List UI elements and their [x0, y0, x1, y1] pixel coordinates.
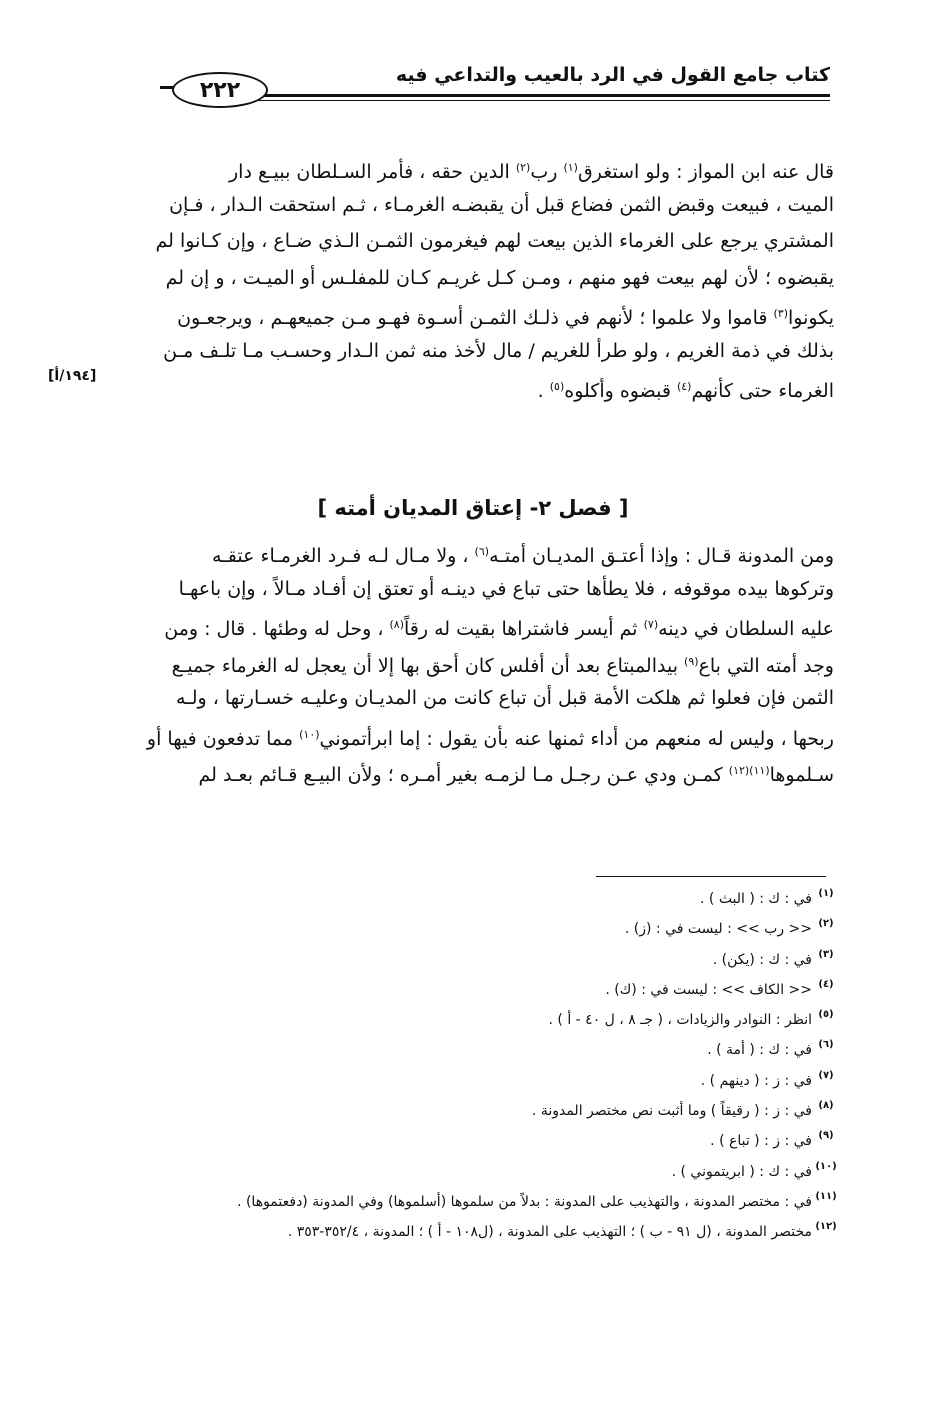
text-run: ، وحل له وطئها . قال : ومن	[164, 618, 390, 640]
footnote-marker: (٦)	[474, 545, 490, 558]
footnote-text: انظر : النوادر والزيادات ، ( جـ ٨ ، ل ٤٠ - أ ) .	[548, 1012, 812, 1029]
text-run: ومن المدونة قـال : وإذا أعتـق المديـان أمتـه	[489, 545, 834, 567]
paragraph-2	[108, 534, 834, 790]
footnote-text: في : مختصر المدونة ، والتهذيب على المدونة : بدلاً من سلموها (أسلموها) وفي المدونة (دفعتموها) .	[237, 1193, 812, 1210]
footnote-number: (٩)	[818, 1130, 834, 1142]
text-run: رب	[530, 161, 564, 183]
text-run: الثمن فإن فعلوا ثم هلكت الأمة قبل أن تباع كانت من المديـان وعليـه خسـارتها ، ولـه	[176, 687, 834, 709]
text-run: الغرماء حتى كأنهم	[691, 380, 834, 402]
text-run: الميت ، فبيعت وقبض الثمن فضاع قبل أن يقبضـه الغرمـاء ، ثـم استحقت الـدار ، فـإن	[169, 193, 834, 216]
footnote-text: في : ك : ( ابريتموني ) .	[671, 1163, 812, 1180]
footnote-number: (٥)	[818, 1009, 834, 1021]
footnote-text: << الكاف >> : ليست في : (ك) .	[605, 981, 812, 998]
text-run: الدين حقه ، فأمر السـلطان ببيـع دار	[229, 161, 516, 183]
footnote	[80, 884, 840, 914]
text-run: يقبضوه ؛ لأن لهم بيعت فهو منهم ، ومـن كـل غريـم كـان للمفلـس أو الميـت ، و إن لم	[165, 266, 834, 289]
text-run: المشتري يرجع على الغرماء الذين بيعت لهم فيغرمون الثمـن الـذي ضـاع ، وإن كـانوا لم	[155, 230, 834, 252]
text-run: قال عنه ابن المواز : ولو استغرق	[577, 161, 834, 183]
footnote	[80, 975, 840, 1005]
text-line	[108, 644, 834, 681]
text-run: ربحها ، وليس له منعهم من أداء ثمنها عنه بأن يقول : إما ابرأتموني	[319, 727, 834, 750]
book-title: كتاب جامع القول في الرد بالعيب والتداعي فيه	[395, 64, 830, 86]
footnote-number: (٤)	[818, 978, 834, 990]
text-run: كمـن ودي عـن رجـل مـا لزمـه بغير أمـره ؛ ولأن البيـع قـائم بعـد لم	[198, 764, 729, 786]
footnote-text: في : ك : ( البث ) .	[700, 891, 812, 907]
text-line	[108, 260, 834, 297]
text-run: بيدالمبتاع بعد أن أفلس كان أحق بها إلا أن يعجل له الغرماء جميـع	[171, 654, 685, 677]
footnote-text: في : ز : ( تباع ) .	[710, 1133, 812, 1150]
footnote-text: في : ز : ( دينهم ) .	[700, 1072, 812, 1089]
footnote	[80, 1126, 840, 1156]
paragraph-1	[108, 150, 834, 406]
footnote-number: (١٢)	[815, 1221, 837, 1233]
footnote-marker: (١)	[563, 161, 578, 174]
text-run: بذلك في ذمة الغريم ، ولو طرأ للغريم / مال لأخذ منه ثمن الـدار وحسـب مـا تلـف مـن	[163, 339, 834, 362]
text-run: ثم أيسر فاشتراها بقيت له رقاً	[404, 618, 644, 640]
footnote-text: في : ز : ( رقيقاً ) وما أثبت نص مختصر المدونة .	[531, 1103, 812, 1120]
footnote-marker: (١٠)	[299, 727, 320, 741]
footnote-marker: (٤)	[676, 380, 692, 393]
text-run: عليه السلطان في دينه	[658, 618, 834, 640]
footnote-number: (٢)	[818, 918, 834, 930]
text-run: قبضوه وأكلوه	[564, 380, 677, 402]
running-header	[160, 62, 830, 108]
footnote	[80, 1217, 840, 1247]
footnote-number: (٨)	[818, 1100, 834, 1112]
text-line	[108, 753, 834, 790]
text-line	[108, 680, 834, 717]
text-line	[108, 187, 834, 224]
text-run: مما تدفعون فيها أو	[146, 727, 300, 750]
footnote-number: (١١)	[815, 1190, 837, 1202]
footnote	[80, 1035, 840, 1065]
text-run: ، ولا مـال لـه فـرد الغرمـاء عتقـه	[212, 545, 475, 567]
text-line	[108, 150, 834, 187]
text-line	[108, 296, 834, 333]
footnote-text: << رب >> : ليست في : (ز) .	[624, 921, 812, 938]
text-run: .	[537, 380, 550, 402]
footnote	[80, 945, 840, 975]
footnote-marker: (٧)	[643, 618, 659, 631]
footnote-number: (٦)	[818, 1039, 834, 1051]
footnote-number: (٣)	[818, 948, 834, 960]
footnote-marker: (٥)	[549, 380, 565, 393]
text-line	[108, 369, 834, 406]
section-heading: [ فصل ٢- إعتاق المديان أمته ]	[317, 496, 629, 520]
footnote	[80, 1005, 840, 1035]
footnote-marker: (٨)	[389, 618, 405, 631]
footnote-text: في : ك : ( أمة ) .	[707, 1042, 812, 1059]
folio-margin-note: [١٩٤/أ]	[48, 368, 97, 384]
text-line	[108, 717, 834, 754]
footnotes	[80, 884, 840, 1248]
text-line	[108, 333, 834, 370]
page-number: ٢٢٢	[172, 72, 268, 108]
footnote-text: في : ك : (يكن) .	[712, 951, 812, 968]
text-run: وتركوها بيده موقوفه ، فلا يطأها حتى تباع في دينـه أو تعتق إن أفـاد مـالاً ، وإن باعهـا	[178, 577, 834, 600]
text-run: سـلموها	[769, 764, 834, 786]
footnote	[80, 1157, 840, 1187]
text-line	[108, 571, 834, 608]
text-line	[108, 607, 834, 644]
footnote	[80, 1096, 840, 1126]
footnote-number: (١)	[818, 888, 834, 899]
header-rule-thin	[255, 100, 830, 101]
footnote-text: مختصر المدونة ، (ل ٩١ - ب ) ؛ التهذيب على المدونة ، (ل١٠٨ - أ ) ؛ المدونة ، ٣٥٢/٤-٣٥٣ .	[287, 1224, 812, 1241]
footnote-marker: (٣)	[773, 307, 789, 320]
text-line	[108, 534, 834, 571]
text-run: يكونوا	[788, 307, 834, 329]
footnote-marker: (١١)(١٢)	[728, 764, 770, 777]
footnote	[80, 1066, 840, 1096]
text-run: قاموا ولا علموا ؛ لأنهم في ذلـك الثمـن أسـوة فهـو مـن جميعهـم ، ويرجعـون	[177, 307, 774, 329]
footnote-separator	[596, 876, 826, 877]
text-line	[108, 223, 834, 260]
text-run: وجد أمته التي باع	[698, 654, 834, 677]
footnote	[80, 914, 840, 944]
footnote	[80, 1187, 840, 1217]
footnote-marker: (٩)	[684, 654, 699, 668]
header-rule	[255, 94, 830, 97]
footnote-marker: (٢)	[515, 161, 531, 174]
footnote-number: (١٠)	[815, 1160, 837, 1172]
footnote-number: (٧)	[818, 1069, 834, 1081]
